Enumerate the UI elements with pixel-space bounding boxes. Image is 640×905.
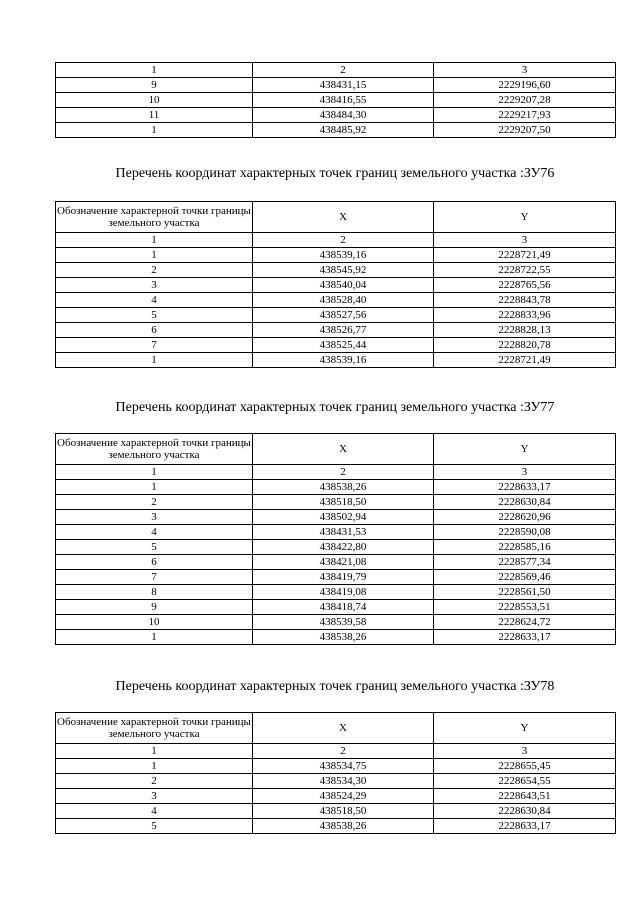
point-number: 5 [56, 819, 253, 834]
y-value: 2229217,93 [434, 108, 616, 123]
y-value: 2228620,96 [434, 510, 616, 525]
y-value: 2228765,56 [434, 278, 616, 293]
y-value: 2228633,17 [434, 819, 616, 834]
y-value: 2228828,13 [434, 323, 616, 338]
x-value: 438534,75 [253, 759, 434, 774]
table-row [56, 804, 616, 819]
y-value: 2228630,84 [434, 495, 616, 510]
y-value: 2228655,45 [434, 759, 616, 774]
point-number: 1 [56, 630, 253, 645]
point-number: 2 [56, 495, 253, 510]
table-row [56, 293, 616, 308]
table-row [56, 108, 616, 123]
y-value: 3 [434, 63, 616, 78]
table-row [56, 744, 616, 759]
table-row [56, 263, 616, 278]
section-title-zu76: Перечень координат характерных точек границ земельного участка :ЗУ76 [115, 166, 555, 181]
x-value: 438545,92 [253, 263, 434, 278]
table-row [56, 525, 616, 540]
table-row [56, 495, 616, 510]
point-number: 6 [56, 555, 253, 570]
table-row [56, 615, 616, 630]
x-value: 438524,29 [253, 789, 434, 804]
point-number: 1 [56, 759, 253, 774]
coordinates-table-zu78 [55, 712, 616, 834]
point-number: 1 [56, 63, 253, 78]
x-value: 438534,30 [253, 774, 434, 789]
point-number: 4 [56, 525, 253, 540]
point-number: 2 [56, 263, 253, 278]
x-value: 438538,26 [253, 819, 434, 834]
point-column-header: Обозначение характерной точки границы земельного участка [56, 434, 253, 465]
y-value: 3 [434, 744, 616, 759]
table-row [56, 278, 616, 293]
x-value: 438416,55 [253, 93, 434, 108]
point-column-header: Обозначение характерной точки границы земельного участка [56, 713, 253, 744]
point-number: 7 [56, 570, 253, 585]
point-number: 10 [56, 93, 253, 108]
table-row [56, 510, 616, 525]
x-value: 438539,16 [253, 353, 434, 368]
x-value: 438485,92 [253, 123, 434, 138]
y-value: 3 [434, 233, 616, 248]
point-number: 1 [56, 353, 253, 368]
table-row [56, 308, 616, 323]
x-value: 438518,50 [253, 804, 434, 819]
y-value: 2228654,55 [434, 774, 616, 789]
y-column-header: Y [434, 202, 616, 233]
point-number: 9 [56, 78, 253, 93]
y-value: 2228553,51 [434, 600, 616, 615]
table-row [56, 353, 616, 368]
x-value: 2 [253, 233, 434, 248]
point-number: 3 [56, 789, 253, 804]
x-value: 438518,50 [253, 495, 434, 510]
x-value: 438419,79 [253, 570, 434, 585]
x-value: 438525,44 [253, 338, 434, 353]
y-value: 3 [434, 465, 616, 480]
x-value: 438421,08 [253, 555, 434, 570]
y-column-header: Y [434, 713, 616, 744]
y-value: 2228569,46 [434, 570, 616, 585]
y-value: 2228843,78 [434, 293, 616, 308]
y-value: 2228624,72 [434, 615, 616, 630]
x-value: 438418,74 [253, 600, 434, 615]
y-value: 2228820,78 [434, 338, 616, 353]
table-row [56, 774, 616, 789]
point-number: 3 [56, 510, 253, 525]
point-number: 4 [56, 804, 253, 819]
point-number: 1 [56, 465, 253, 480]
table-row [56, 233, 616, 248]
section-title-zu78: Перечень координат характерных точек границ земельного участка :ЗУ78 [115, 679, 555, 694]
table-row [56, 819, 616, 834]
section-title-zu77: Перечень координат характерных точек границ земельного участка :ЗУ77 [115, 400, 555, 415]
point-number: 1 [56, 744, 253, 759]
point-number: 6 [56, 323, 253, 338]
y-value: 2228633,17 [434, 480, 616, 495]
x-value: 438526,77 [253, 323, 434, 338]
table-row [56, 585, 616, 600]
point-number: 2 [56, 774, 253, 789]
table-row [56, 570, 616, 585]
point-number: 1 [56, 123, 253, 138]
x-column-header: X [253, 434, 434, 465]
x-value: 438502,94 [253, 510, 434, 525]
x-value: 438422,80 [253, 540, 434, 555]
y-value: 2229196,60 [434, 78, 616, 93]
x-column-header: X [253, 713, 434, 744]
y-value: 2228585,16 [434, 540, 616, 555]
table-row [56, 630, 616, 645]
coordinates-table-zu77 [55, 433, 616, 645]
table-row [56, 540, 616, 555]
y-value: 2228722,55 [434, 263, 616, 278]
table-row [56, 759, 616, 774]
y-value: 2228630,84 [434, 804, 616, 819]
coordinates-table-continued [55, 62, 616, 138]
x-column-header: X [253, 202, 434, 233]
x-value: 438528,40 [253, 293, 434, 308]
x-value: 2 [253, 63, 434, 78]
y-value: 2228721,49 [434, 248, 616, 263]
point-number: 5 [56, 540, 253, 555]
point-number: 5 [56, 308, 253, 323]
y-column-header: Y [434, 434, 616, 465]
point-number: 11 [56, 108, 253, 123]
table-header-row [56, 434, 616, 465]
table-row [56, 600, 616, 615]
coordinates-table-zu76 [55, 201, 616, 368]
y-value: 2228561,50 [434, 585, 616, 600]
x-value: 2 [253, 744, 434, 759]
x-value: 438484,30 [253, 108, 434, 123]
y-value: 2228721,49 [434, 353, 616, 368]
point-number: 9 [56, 600, 253, 615]
x-value: 438540,04 [253, 278, 434, 293]
y-value: 2229207,28 [434, 93, 616, 108]
table-row [56, 465, 616, 480]
x-value: 2 [253, 465, 434, 480]
x-value: 438539,16 [253, 248, 434, 263]
y-value: 2228577,34 [434, 555, 616, 570]
point-number: 1 [56, 233, 253, 248]
x-value: 438538,26 [253, 480, 434, 495]
table-row [56, 338, 616, 353]
y-value: 2228643,51 [434, 789, 616, 804]
table-header-row [56, 202, 616, 233]
table-row [56, 789, 616, 804]
point-number: 8 [56, 585, 253, 600]
x-value: 438538,26 [253, 630, 434, 645]
y-value: 2228633,17 [434, 630, 616, 645]
table-row [56, 78, 616, 93]
y-value: 2229207,50 [434, 123, 616, 138]
table-row [56, 123, 616, 138]
y-value: 2228833,96 [434, 308, 616, 323]
point-number: 1 [56, 480, 253, 495]
x-value: 438527,56 [253, 308, 434, 323]
x-value: 438419,08 [253, 585, 434, 600]
table-row [56, 323, 616, 338]
x-value: 438431,53 [253, 525, 434, 540]
table-row [56, 555, 616, 570]
table-header-row [56, 713, 616, 744]
table-row [56, 248, 616, 263]
x-value: 438431,15 [253, 78, 434, 93]
point-number: 7 [56, 338, 253, 353]
point-number: 10 [56, 615, 253, 630]
y-value: 2228590,08 [434, 525, 616, 540]
table-row [56, 93, 616, 108]
table-row [56, 63, 616, 78]
point-number: 3 [56, 278, 253, 293]
point-number: 4 [56, 293, 253, 308]
x-value: 438539,58 [253, 615, 434, 630]
point-column-header: Обозначение характерной точки границы земельного участка [56, 202, 253, 233]
point-number: 1 [56, 248, 253, 263]
table-row [56, 480, 616, 495]
